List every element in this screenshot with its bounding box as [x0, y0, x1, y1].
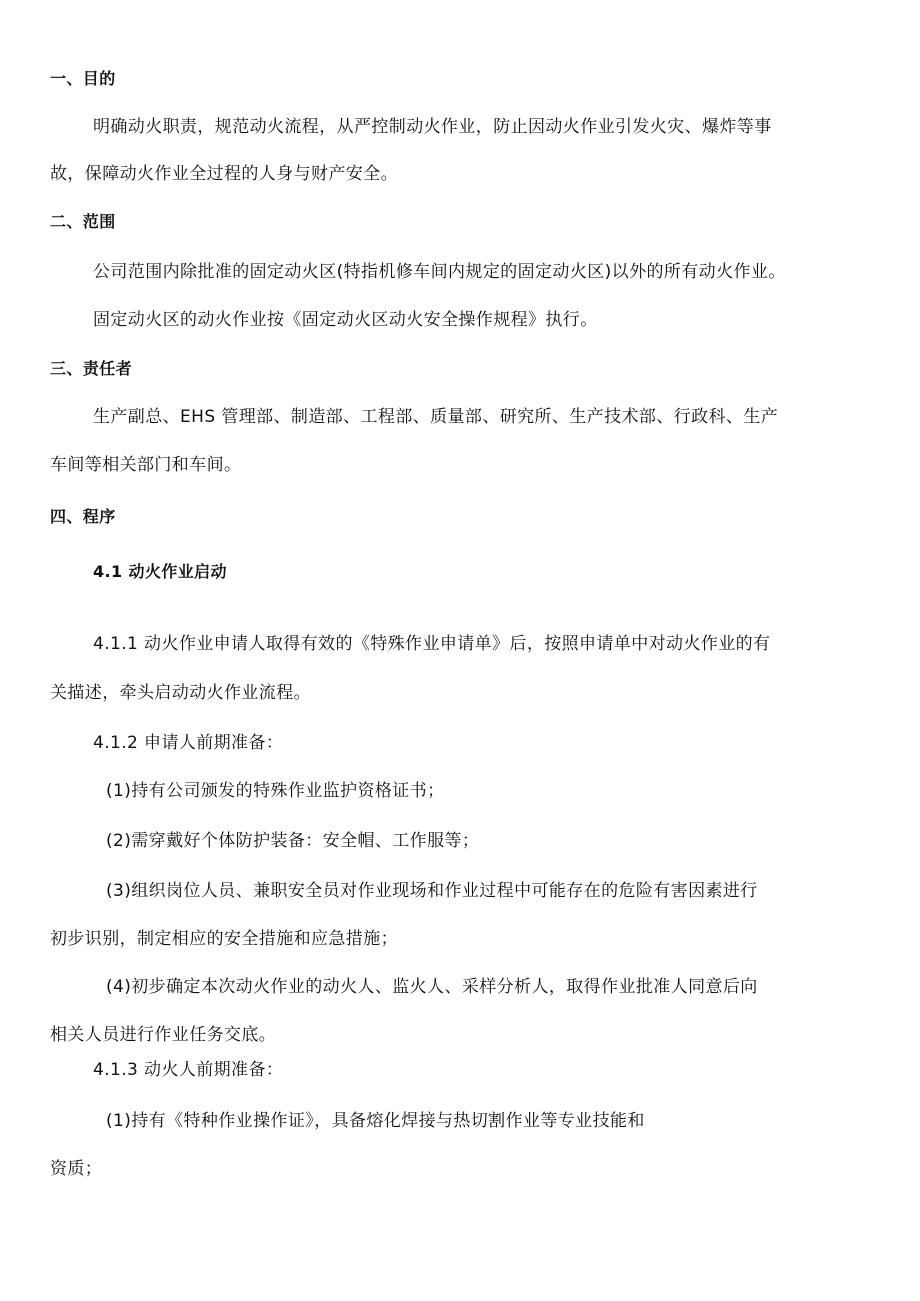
paragraph-4-1-1-line-2: 关描述，牵头启动动火作业流程。	[50, 683, 311, 703]
paragraph-4-1-1-line-1: 4.1.1 动火作业申请人取得有效的《特殊作业申请单》后，按照申请单中对动火作业的有	[93, 634, 771, 654]
section-heading-procedure: 四、程序	[50, 507, 116, 526]
scope-line-1: 公司范围内除批准的固定动火区(特指机修车间内规定的固定动火区)以外的所有动火作业。	[93, 262, 786, 282]
list-item-4-1-2-3-line-1: (3)组织岗位人员、兼职安全员对作业现场和作业过程中可能存在的危险有害因素进行	[106, 881, 758, 901]
paragraph-4-1-3: 4.1.3 动火人前期准备：	[93, 1060, 284, 1080]
purpose-line-1: 明确动火职责，规范动火流程，从严控制动火作业，防止因动火作业引发火灾、爆炸等事	[93, 117, 772, 137]
responsible-line-2: 车间等相关部门和车间。	[50, 455, 242, 475]
list-item-4-1-2-4-line-1: (4)初步确定本次动火作业的动火人、监火人、采样分析人，取得作业批准人同意后向	[106, 977, 758, 997]
section-heading-purpose: 一、目的	[50, 69, 116, 88]
purpose-line-2: 故，保障动火作业全过程的人身与财产安全。	[50, 164, 398, 184]
list-item-4-1-3-1-line-2: 资质；	[50, 1159, 103, 1179]
section-heading-scope: 二、范围	[50, 212, 116, 231]
scope-line-2: 固定动火区的动火作业按《固定动火区动火安全操作规程》执行。	[93, 310, 598, 330]
list-item-4-1-2-3-line-2: 初步识别，制定相应的安全措施和应急措施；	[50, 929, 398, 949]
list-item-4-1-2-4-line-2: 相关人员进行作业任务交底。	[50, 1025, 277, 1045]
paragraph-4-1-2: 4.1.2 申请人前期准备：	[93, 733, 284, 753]
list-item-4-1-2-2: (2)需穿戴好个体防护装备：安全帽、工作服等；	[106, 831, 480, 851]
section-heading-responsible: 三、责任者	[50, 359, 133, 378]
list-item-4-1-3-1-line-1: (1)持有《特种作业操作证》，具备熔化焊接与热切割作业等专业技能和	[106, 1111, 645, 1131]
list-item-4-1-2-1: (1)持有公司颁发的特殊作业监护资格证书；	[106, 781, 445, 801]
subsection-heading-4-1: 4.1 动火作业启动	[93, 562, 227, 581]
responsible-line-1: 生产副总、EHS 管理部、制造部、工程部、质量部、研究所、生产技术部、行政科、生产	[93, 407, 779, 427]
